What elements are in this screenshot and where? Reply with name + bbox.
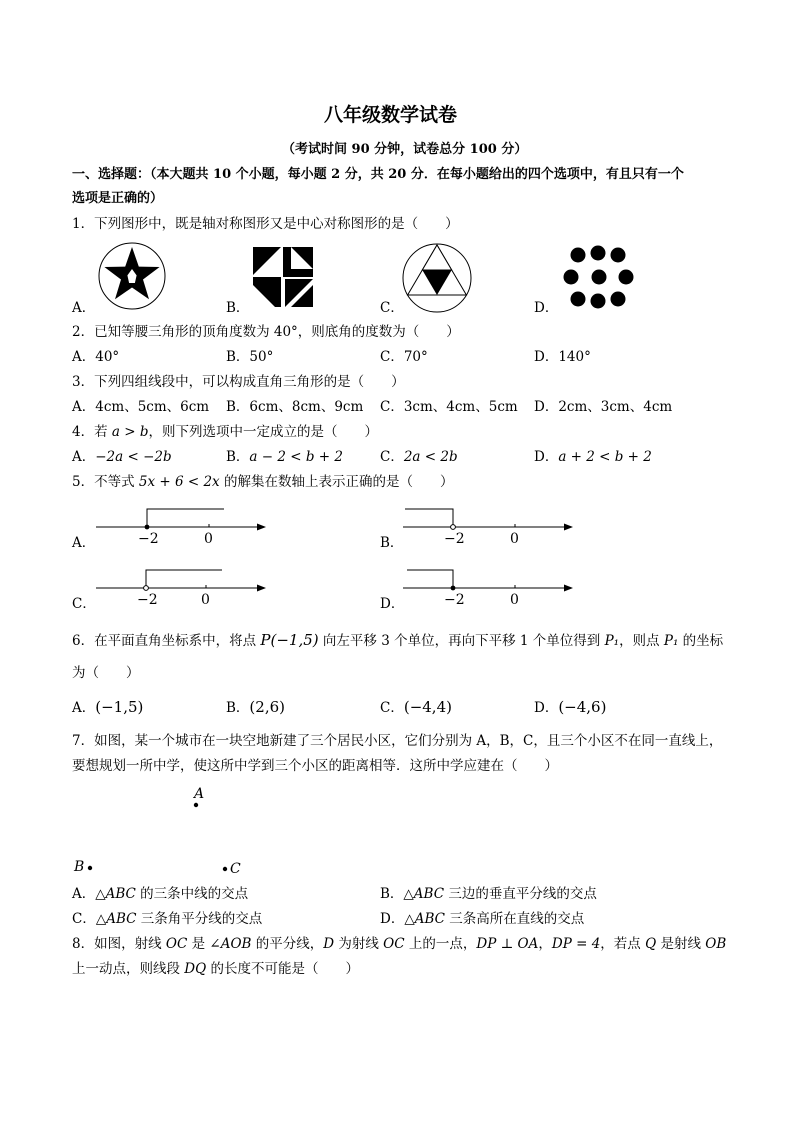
q6-option-b: B．(2,6) xyxy=(226,698,285,716)
question-6-stem: 6．在平面直角坐标系中，将点 P(−1,5) 向左平移 3 个单位，再向下平移 1 个单位得到 P₁，则点 P₁ 的坐标 xyxy=(72,631,724,649)
q3-option-b: B．6cm、8cm、9cm xyxy=(226,399,364,415)
page-title: 八年级数学试卷 xyxy=(324,104,458,126)
q5-c-tick-neg2: −2 xyxy=(137,592,158,608)
question-3-stem: 3．下列四组线段中，可以构成直角三角形的是（ ） xyxy=(72,374,405,390)
q1-option-a-label: A． xyxy=(72,300,96,316)
q5-option-d-label: D． xyxy=(380,596,405,612)
point-a-label: A xyxy=(194,786,205,802)
question-6-stem-cont: 为（ ） xyxy=(72,665,140,681)
q1-option-c-label: C． xyxy=(380,300,404,316)
section-heading-cont: 选项是正确的） xyxy=(72,191,164,206)
dot-ring-icon xyxy=(561,245,633,309)
point-b-label: B xyxy=(74,859,85,875)
number-line-a xyxy=(96,505,266,550)
q2-option-c: C．70° xyxy=(380,349,428,365)
q7-option-c: C．△ABC 三条角平分线的交点 xyxy=(72,911,263,927)
question-4-stem: 4．若 a > b，则下列选项中一定成立的是（ ） xyxy=(72,424,378,440)
question-5-stem: 5．不等式 5x + 6 < 2x 的解集在数轴上表示正确的是（ ） xyxy=(72,474,454,490)
q6-option-d: D．(−4,6) xyxy=(534,698,607,716)
pinwheel-icon xyxy=(251,245,317,309)
q4-option-c: C．2a < 2b xyxy=(380,449,458,465)
question-2-stem: 2．已知等腰三角形的顶角度数为 40°，则底角的度数为（ ） xyxy=(72,324,460,340)
q3-option-c: C．3cm、4cm、5cm xyxy=(380,399,518,415)
q5-b-tick-neg2: −2 xyxy=(444,531,465,547)
question-1-stem: 1．下列图形中，既是轴对称图形又是中心对称图形的是（ ） xyxy=(72,216,459,232)
q5-option-a-label: A． xyxy=(72,535,96,551)
q1-option-b-label: B． xyxy=(226,300,250,316)
q5-a-tick-neg2: −2 xyxy=(138,531,159,547)
star-in-circle-icon xyxy=(97,243,169,309)
q2-option-d: D．140° xyxy=(534,349,591,365)
q7-option-b: B．△ABC 三边的垂直平分线的交点 xyxy=(380,886,597,902)
q7-option-d: D．△ABC 三条高所在直线的交点 xyxy=(380,911,585,927)
exam-info: （考试时间 90 分钟，试卷总分 100 分） xyxy=(282,142,528,157)
q6-option-c: C．(−4,4) xyxy=(380,698,452,716)
q2-option-a: A．40° xyxy=(72,349,120,365)
q3-option-d: D．2cm、3cm、4cm xyxy=(534,399,673,415)
q4-option-a: A．−2a < −2b xyxy=(72,449,172,465)
point-b-dot xyxy=(86,864,94,872)
number-line-c xyxy=(96,566,266,611)
point-c-label: C xyxy=(230,861,241,877)
q6-option-a: A．(−1,5) xyxy=(72,698,144,716)
q4-option-b: B．a − 2 < b + 2 xyxy=(226,449,343,465)
number-line-b xyxy=(403,505,573,550)
q4-option-d: D．a + 2 < b + 2 xyxy=(534,449,652,465)
q1-option-d-label: D． xyxy=(534,300,559,316)
q5-d-tick-neg2: −2 xyxy=(444,592,465,608)
point-c-dot xyxy=(221,865,229,873)
q5-b-tick-0: 0 xyxy=(510,531,519,547)
q5-option-c-label: C． xyxy=(72,596,96,612)
q7-option-a: A．△ABC 的三条中线的交点 xyxy=(72,886,249,902)
triangle-in-circle-icon xyxy=(402,243,472,313)
q5-a-tick-0: 0 xyxy=(204,531,213,547)
q5-d-tick-0: 0 xyxy=(510,592,519,608)
q3-option-a: A．4cm、5cm、6cm xyxy=(72,399,210,415)
question-8-stem-cont: 上一动点，则线段 DQ 的长度不可能是（ ） xyxy=(72,961,359,977)
q5-c-tick-0: 0 xyxy=(201,592,210,608)
question-7-stem: 7．如图，某一个城市在一块空地新建了三个居民小区，它们分别为 A，B，C，且三个小区不在同一直线上， xyxy=(72,733,723,749)
q5-option-b-label: B． xyxy=(380,535,404,551)
section-heading: 一、选择题：（本大题共 10 个小题，每小题 2 分，共 20 分．在每小题给出的四个选项中，有且只有一个 xyxy=(72,167,684,182)
number-line-d xyxy=(403,566,573,611)
q2-option-b: B．50° xyxy=(226,349,274,365)
question-7-stem-cont: 要想规划一所中学，使这所中学到三个小区的距离相等．这所中学应建在（ ） xyxy=(72,758,558,774)
point-a-dot xyxy=(192,801,200,809)
question-8-stem: 8．如图，射线 OC 是 ∠AOB 的平分线，D 为射线 OC 上的一点，DP ⊥ OA，DP = 4，若点 Q 是射线 OB xyxy=(72,936,727,952)
